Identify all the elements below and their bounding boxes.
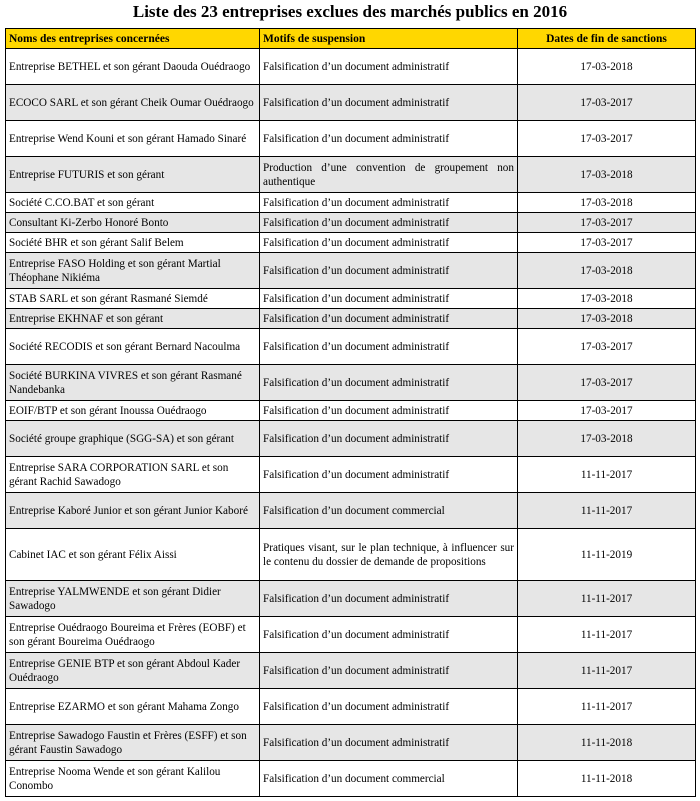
- suspension-reason-cell: Production d’une convention de groupement non authentique: [260, 157, 518, 193]
- company-name-cell: Cabinet IAC et son gérant Félix Aissi: [6, 529, 260, 581]
- company-name-cell: Entreprise Sawadogo Faustin et Frères (ESFF) et son gérant Faustin Sawadogo: [6, 725, 260, 761]
- sanction-end-date-cell: 17-03-2017: [518, 233, 696, 253]
- sanction-end-date-cell: 11-11-2018: [518, 761, 696, 797]
- sanction-end-date-cell: 17-03-2018: [518, 49, 696, 85]
- sanctions-table: [5, 28, 696, 797]
- sanction-end-date-cell: 11-11-2017: [518, 653, 696, 689]
- suspension-reason-cell: Falsification d’un document administratif: [260, 617, 518, 653]
- table-row: [6, 193, 696, 213]
- company-name-cell: Entreprise EZARMO et son gérant Mahama Zongo: [6, 689, 260, 725]
- company-name-cell: Entreprise FUTURIS et son gérant: [6, 157, 260, 193]
- table-row: [6, 761, 696, 797]
- sanction-end-date-cell: 17-03-2017: [518, 365, 696, 401]
- company-name-cell: Société BURKINA VIVRES et son gérant Rasmané Nandebanka: [6, 365, 260, 401]
- sanction-end-date-cell: 17-03-2017: [518, 329, 696, 365]
- company-name-cell: Entreprise Kaboré Junior et son gérant Junior Kaboré: [6, 493, 260, 529]
- company-name-cell: Société C.CO.BAT et son gérant: [6, 193, 260, 213]
- sanction-end-date-cell: 11-11-2017: [518, 457, 696, 493]
- table-row: [6, 493, 696, 529]
- company-name-cell: EOIF/BTP et son gérant Inoussa Ouédraogo: [6, 401, 260, 421]
- suspension-reason-cell: Falsification d’un document administratif: [260, 193, 518, 213]
- company-name-cell: ECOCO SARL et son gérant Cheik Oumar Ouédraogo: [6, 85, 260, 121]
- sanction-end-date-cell: 11-11-2019: [518, 529, 696, 581]
- table-row: [6, 581, 696, 617]
- table-row: [6, 457, 696, 493]
- company-name-cell: Société RECODIS et son gérant Bernard Nacoulma: [6, 329, 260, 365]
- table-row: [6, 49, 696, 85]
- suspension-reason-cell: Falsification d’un document administratif: [260, 421, 518, 457]
- suspension-reason-cell: Falsification d’un document administratif: [260, 457, 518, 493]
- suspension-reason-cell: Pratiques visant, sur le plan technique, à influencer sur le contenu du dossier de demande de propositions: [260, 529, 518, 581]
- table-row: [6, 617, 696, 653]
- company-name-cell: Société groupe graphique (SGG-SA) et son gérant: [6, 421, 260, 457]
- table-row: [6, 309, 696, 329]
- suspension-reason-cell: Falsification d’un document administratif: [260, 253, 518, 289]
- sanction-end-date-cell: 17-03-2017: [518, 121, 696, 157]
- table-row: [6, 329, 696, 365]
- company-name-cell: Entreprise Nooma Wende et son gérant Kalilou Conombo: [6, 761, 260, 797]
- page-title: Liste des 23 entreprises exclues des marchés publics en 2016: [132, 2, 568, 21]
- sanction-end-date-cell: 17-03-2018: [518, 421, 696, 457]
- table-row: [6, 725, 696, 761]
- header-sanction-end-dates: Dates de fin de sanctions: [518, 29, 696, 49]
- suspension-reason-cell: Falsification d’un document administratif: [260, 121, 518, 157]
- suspension-reason-cell: Falsification d’un document administratif: [260, 725, 518, 761]
- suspension-reason-cell: Falsification d’un document administratif: [260, 213, 518, 233]
- table-row: [6, 421, 696, 457]
- company-name-cell: Entreprise EKHNAF et son gérant: [6, 309, 260, 329]
- sanction-end-date-cell: 11-11-2017: [518, 689, 696, 725]
- sanction-end-date-cell: 17-03-2018: [518, 157, 696, 193]
- company-name-cell: Entreprise SARA CORPORATION SARL et son gérant Rachid Sawadogo: [6, 457, 260, 493]
- company-name-cell: Entreprise Wend Kouni et son gérant Hamado Sinaré: [6, 121, 260, 157]
- suspension-reason-cell: Falsification d’un document administratif: [260, 289, 518, 309]
- header-company-names: Noms des entreprises concernées: [6, 29, 260, 49]
- sanction-end-date-cell: 17-03-2018: [518, 309, 696, 329]
- sanction-end-date-cell: 17-03-2018: [518, 289, 696, 309]
- sanction-end-date-cell: 17-03-2017: [518, 401, 696, 421]
- header-suspension-reasons: Motifs de suspension: [260, 29, 518, 49]
- table-row: [6, 213, 696, 233]
- table-row: [6, 121, 696, 157]
- suspension-reason-cell: Falsification d’un document commercial: [260, 493, 518, 529]
- sanction-end-date-cell: 17-03-2018: [518, 253, 696, 289]
- sanction-end-date-cell: 17-03-2017: [518, 213, 696, 233]
- suspension-reason-cell: Falsification d’un document administratif: [260, 689, 518, 725]
- table-row: [6, 529, 696, 581]
- company-name-cell: Consultant Ki-Zerbo Honoré Bonto: [6, 213, 260, 233]
- table-row: [6, 157, 696, 193]
- sanction-end-date-cell: 11-11-2017: [518, 617, 696, 653]
- sanction-end-date-cell: 11-11-2017: [518, 493, 696, 529]
- table-row: [6, 653, 696, 689]
- company-name-cell: Entreprise Ouédraogo Boureima et Frères (EOBF) et son gérant Boureima Ouédraogo: [6, 617, 260, 653]
- table-body: [6, 49, 696, 797]
- table-row: [6, 365, 696, 401]
- suspension-reason-cell: Falsification d’un document administratif: [260, 85, 518, 121]
- sanction-end-date-cell: 11-11-2017: [518, 581, 696, 617]
- company-name-cell: Entreprise GENIE BTP et son gérant Abdoul Kader Ouédraogo: [6, 653, 260, 689]
- suspension-reason-cell: Falsification d’un document administratif: [260, 233, 518, 253]
- suspension-reason-cell: Falsification d’un document commercial: [260, 761, 518, 797]
- table-row: [6, 401, 696, 421]
- table-row: [6, 689, 696, 725]
- suspension-reason-cell: Falsification d’un document administratif: [260, 653, 518, 689]
- company-name-cell: STAB SARL et son gérant Rasmané Siemdé: [6, 289, 260, 309]
- suspension-reason-cell: Falsification d’un document administratif: [260, 49, 518, 85]
- company-name-cell: Entreprise BETHEL et son gérant Daouda Ouédraogo: [6, 49, 260, 85]
- sanction-end-date-cell: 11-11-2018: [518, 725, 696, 761]
- suspension-reason-cell: Falsification d’un document administratif: [260, 329, 518, 365]
- table-row: [6, 233, 696, 253]
- table-row: [6, 253, 696, 289]
- suspension-reason-cell: Falsification d’un document administratif: [260, 365, 518, 401]
- table-row: [6, 289, 696, 309]
- suspension-reason-cell: Falsification d’un document administratif: [260, 401, 518, 421]
- company-name-cell: Entreprise YALMWENDE et son gérant Didier Sawadogo: [6, 581, 260, 617]
- sanction-end-date-cell: 17-03-2018: [518, 193, 696, 213]
- table-header-row: [6, 29, 696, 49]
- suspension-reason-cell: Falsification d’un document administratif: [260, 581, 518, 617]
- suspension-reason-cell: Falsification d’un document administratif: [260, 309, 518, 329]
- sanction-end-date-cell: 17-03-2017: [518, 85, 696, 121]
- table-row: [6, 85, 696, 121]
- company-name-cell: Entreprise FASO Holding et son gérant Martial Théophane Nikiéma: [6, 253, 260, 289]
- company-name-cell: Société BHR et son gérant Salif Belem: [6, 233, 260, 253]
